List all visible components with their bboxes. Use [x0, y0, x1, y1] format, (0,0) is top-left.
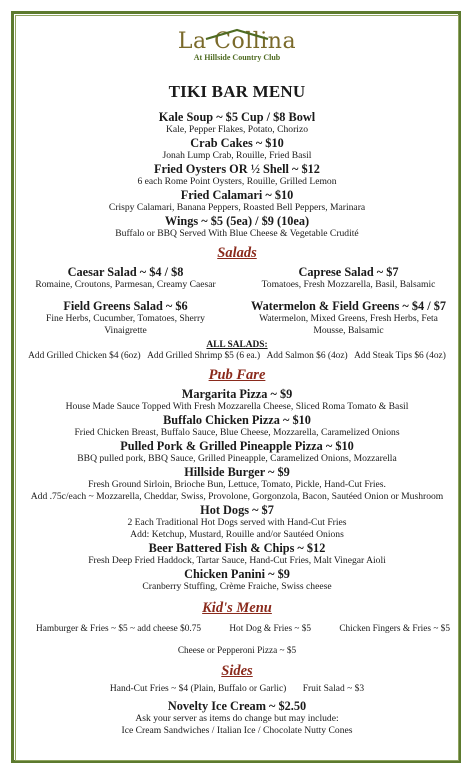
menu-item — [14, 465, 460, 503]
menu-item — [237, 265, 460, 291]
item-desc-addons: Add: Ketchup, Mustard, Rouille and/or Sautéed Onions — [130, 529, 344, 540]
menu-title: TIKI BAR MENU — [168, 82, 306, 101]
logo-subtitle: At Hillside Country Club — [193, 53, 281, 62]
all-salads-addons — [14, 340, 460, 362]
menu-item — [14, 110, 460, 136]
item-desc: 2 Each Traditional Hot Dogs served with Hand-Cut Fries — [127, 517, 347, 528]
item-desc: Fried Chicken Breast, Buffalo Sauce, Blue Cheese, Mozzarella, Caramelized Onions — [74, 427, 400, 438]
menu-item — [14, 265, 237, 291]
menu-page — [14, 28, 460, 737]
menu-item — [14, 699, 460, 737]
side-item: Fruit Salad ~ $3 — [302, 684, 365, 694]
salads-row — [14, 299, 460, 337]
side-item: Hand-Cut Fries ~ $4 (Plain, Buffalo or Garlic) — [109, 684, 287, 694]
item-title: Caesar Salad ~ $4 / $8 — [67, 265, 184, 279]
menu-item — [14, 214, 460, 240]
item-desc: Crispy Calamari, Banana Peppers, Roasted Bell Peppers, Marinara — [108, 202, 366, 213]
menu-item — [14, 567, 460, 593]
item-title: Pulled Pork & Grilled Pineapple Pizza ~ $10 — [120, 439, 354, 453]
menu-item — [14, 439, 460, 465]
item-title: Field Greens Salad ~ $6 — [63, 299, 188, 313]
item-title: Kale Soup ~ $5 Cup / $8 Bowl — [158, 110, 316, 124]
item-desc: Jonah Lump Crab, Rouille, Fried Basil — [162, 150, 312, 161]
item-desc: Romaine, Croutons, Parmesan, Creamy Caesar — [35, 279, 216, 290]
menu-item — [14, 299, 237, 337]
item-title: Hillside Burger ~ $9 — [184, 465, 290, 479]
item-title: Chicken Panini ~ $9 — [184, 567, 290, 581]
item-title: Novelty Ice Cream ~ $2.50 — [167, 699, 307, 713]
kids-item: Chicken Fingers & Fries ~ $5 — [339, 624, 450, 634]
item-desc: Fresh Ground Sirloin, Brioche Bun, Lettuce, Tomato, Pickle, Hand-Cut Fries. — [88, 479, 386, 490]
item-desc: Buffalo or BBQ Served With Blue Cheese & Vegetable Crudité — [115, 228, 359, 239]
sides-row — [14, 683, 460, 695]
section-heading-sides: Sides — [221, 663, 253, 679]
item-title: Crab Cakes ~ $10 — [190, 136, 284, 150]
item-desc: Ice Cream Sandwiches / Italian Ice / Chocolate Nutty Cones — [121, 725, 353, 736]
item-title: Fried Oysters OR ½ Shell ~ $12 — [154, 162, 320, 176]
item-desc: Kale, Pepper Flakes, Potato, Chorizo — [165, 124, 308, 135]
kids-item: Cheese or Pepperoni Pizza ~ $5 — [177, 646, 297, 656]
kids-items-row — [14, 623, 460, 635]
section-heading-pub-fare: Pub Fare — [208, 367, 266, 383]
item-title: Fried Calamari ~ $10 — [180, 188, 294, 202]
menu-item — [14, 541, 460, 567]
all-salads-text: Add Grilled Chicken $4 (6oz) Add Grilled Shrimp $5 (6 ea.) Add Salmon $6 (4oz) Add Steak Tips $6 (4oz) — [28, 351, 446, 361]
item-desc-addons: Add .75c/each ~ Mozzarella, Cheddar, Swiss, Provolone, Gorgonzola, Bacon, Sautéed Onion or Mushroom — [30, 491, 444, 502]
menu-item — [14, 136, 460, 162]
item-desc: Watermelon, Mixed Greens, Fresh Herbs, Feta Mousse, Balsamic — [259, 313, 438, 336]
all-salads-label: ALL SALADS: — [206, 340, 268, 350]
menu-item — [237, 299, 460, 337]
item-title: Buffalo Chicken Pizza ~ $10 — [163, 413, 311, 427]
item-title: Wings ~ $5 (5ea) / $9 (10ea) — [164, 214, 310, 228]
item-desc: House Made Sauce Topped With Fresh Mozzarella Cheese, Sliced Roma Tomato & Basil — [65, 401, 409, 412]
item-desc: Tomatoes, Fresh Mozzarella, Basil, Balsamic — [261, 279, 436, 290]
item-desc: Cranberry Stuffing, Crème Fraiche, Swiss cheese — [142, 581, 332, 592]
logo — [14, 28, 460, 72]
salads-row — [14, 265, 460, 291]
item-desc: 6 each Rome Point Oysters, Rouille, Grilled Lemon — [137, 176, 337, 187]
item-desc: Fine Herbs, Cucumber, Tomatoes, Sherry Vinaigrette — [46, 313, 205, 336]
roof-logo-icon — [204, 28, 270, 40]
kids-item: Hot Dog & Fries ~ $5 — [229, 624, 312, 634]
section-heading-salads: Salads — [217, 245, 257, 261]
item-title: Hot Dogs ~ $7 — [200, 503, 274, 517]
item-title: Beer Battered Fish & Chips ~ $12 — [148, 541, 326, 555]
menu-item — [14, 162, 460, 188]
item-title: Caprese Salad ~ $7 — [298, 265, 399, 279]
menu-item — [14, 188, 460, 214]
kids-item: Hamburger & Fries ~ $5 ~ add cheese $0.75 — [36, 624, 202, 634]
menu-item — [14, 503, 460, 541]
menu-item — [14, 413, 460, 439]
item-title: Watermelon & Field Greens ~ $4 / $7 — [250, 299, 447, 313]
item-desc: Fresh Deep Fried Haddock, Tartar Sauce, Hand-Cut Fries, Malt Vinegar Aioli — [88, 555, 386, 566]
item-title: Margarita Pizza ~ $9 — [181, 387, 293, 401]
logo-name: La Collina — [177, 29, 297, 54]
menu-item — [14, 387, 460, 413]
item-desc: BBQ pulled pork, BBQ Sauce, Grilled Pineapple, Caramelized Onions, Mozzarella — [77, 453, 397, 464]
section-heading-kids: Kid's Menu — [202, 600, 272, 616]
item-desc: Ask your server as items do change but may include: — [135, 713, 339, 724]
